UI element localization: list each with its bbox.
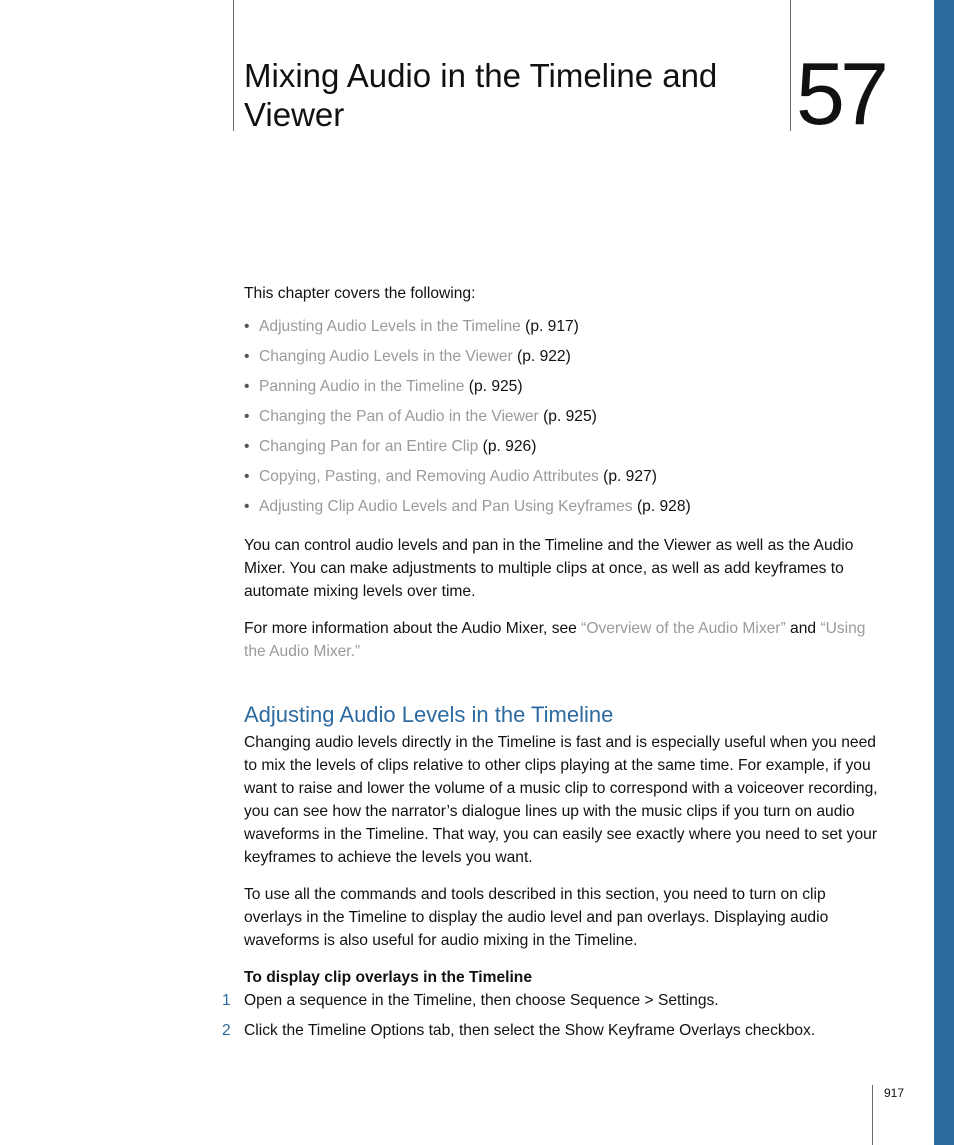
task-step [222,989,884,1012]
bullet-glyph: • [244,378,250,395]
toc-item [244,342,884,372]
using-audio-mixer-link[interactable]: “Using the Audio Mixer.” [244,620,866,660]
page-number: 917 [884,1086,905,1100]
toc-page-ref: (p. 927) [598,468,657,485]
toc-item [244,492,884,522]
bullet-glyph: • [244,348,250,365]
toc-page-ref: (p. 925) [464,378,523,395]
bullet-glyph: • [244,468,250,485]
task-title: To display clip overlays in the Timeline [244,969,532,986]
toc-item [244,402,884,432]
task-step [222,1019,884,1042]
bullet-glyph: • [244,498,250,515]
toc-item [244,462,884,492]
toc-link[interactable]: Copying, Pasting, and Removing Audio Attributes [259,468,599,485]
overview-paragraph: You can control audio levels and pan in the Timeline and the Viewer as well as the Audio Mixer. You can make adjustments to multiple clips at once, as well as add keyframes to automate mixing levels over time. [244,537,854,600]
bullet-glyph: • [244,438,250,455]
section-paragraph: To use all the commands and tools described in this section, you need to turn on clip overlays in the Timeline to display the audio level and pan overlays. Displaying audio waveforms is also useful for audio mixing in the Timeline. [244,886,829,949]
chapter-content [222,282,884,1049]
toc-link[interactable]: Changing Audio Levels in the Viewer [259,348,513,365]
toc-page-ref: (p. 926) [478,438,537,455]
toc-link[interactable]: Adjusting Audio Levels in the Timeline [259,318,521,335]
chapter-number: 57 [796,44,884,143]
chapter-side-bar [934,0,954,1145]
chapter-title: Mixing Audio in the Timeline and Viewer [244,57,718,133]
toc-item [244,312,884,342]
bullet-glyph: • [244,408,250,425]
toc-page-ref: (p. 922) [512,348,571,365]
toc-page-ref: (p. 928) [632,498,691,515]
task-steps [222,989,884,1042]
step-number: 1 [222,992,231,1009]
step-number: 2 [222,1022,231,1039]
section-heading: Adjusting Audio Levels in the Timeline [244,702,614,727]
step-text: Open a sequence in the Timeline, then choose Sequence > Settings. [244,992,719,1009]
section-paragraph: Changing audio levels directly in the Timeline is fast and is especially useful when you need to mix the levels of clips relative to other clips playing at the same time. For example, if you want to raise and lower the volume of a music clip to correspond with a voiceover recording, you can see how the narrator’s dialogue lines up with the music clips if you turn on audio waveforms in the Timeline. That way, you can easily see exactly where you need to set your keyframes to achieve the levels you want. [244,734,878,866]
chapter-toc [244,312,884,522]
toc-link[interactable]: Changing the Pan of Audio in the Viewer [259,408,539,425]
page-number-rule [872,1085,873,1145]
toc-link[interactable]: Changing Pan for an Entire Clip [259,438,479,455]
toc-item [244,372,884,402]
toc-page-ref: (p. 917) [520,318,579,335]
toc-page-ref: (p. 925) [538,408,597,425]
audio-mixer-reference-paragraph [244,617,884,663]
toc-item [244,432,884,462]
overview-audio-mixer-link[interactable]: “Overview of the Audio Mixer” [581,620,786,637]
toc-link[interactable]: Panning Audio in the Timeline [259,378,465,395]
reference-text-before: For more information about the Audio Mixer, see [244,620,582,637]
chapter-number-rule [790,0,791,131]
step-text: Click the Timeline Options tab, then select the Show Keyframe Overlays checkbox. [244,1022,816,1039]
bullet-glyph: • [244,318,250,335]
toc-link[interactable]: Adjusting Clip Audio Levels and Pan Using Keyframes [259,498,633,515]
title-left-rule [233,0,234,131]
reference-text-middle: and [785,620,821,637]
intro-text: This chapter covers the following: [244,285,476,302]
